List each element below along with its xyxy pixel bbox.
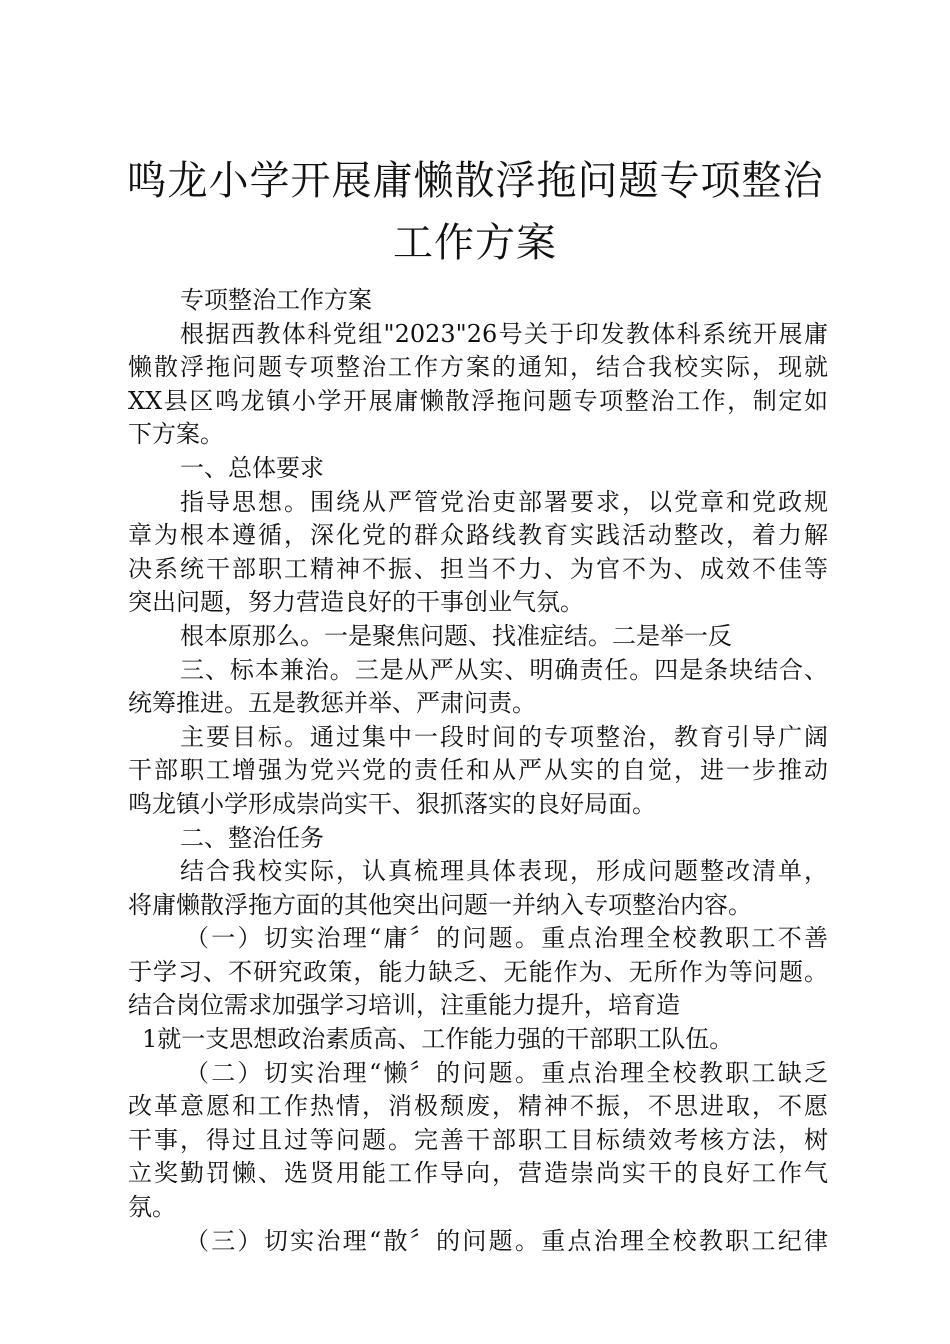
paragraph-line: 根本原那么。一是聚焦问题、找准症结。二是举一反 (180, 621, 732, 650)
paragraph-line: 根据西教体科党组"2023"26号关于印发教体科系统开展庸 (180, 319, 828, 348)
paragraph-line: 干事，得过且过等问题。完善干部职工目标绩效考核方法，树 (128, 1125, 828, 1154)
paragraph-line: 决系统干部职工精神不振、担当不力、为官不为、成效不佳等 (128, 554, 828, 583)
paragraph-line: 将庸懒散浮拖方面的其他突出问题一并纳入专项整治内容。 (128, 890, 752, 919)
paragraph-line: （二）切实治理“懒〞的问题。重点治理全校教职工缺乏 (185, 1058, 828, 1087)
paragraph-line: 结合岗位需求加强学习培训，注重能力提升，培育造 (128, 991, 680, 1020)
section-heading: 一、总体要求 (180, 453, 324, 482)
document-body (128, 284, 828, 1258)
paragraph-line: XX县区鸣龙镇小学开展庸懒散浮拖问题专项整治工作，制定如 (128, 386, 828, 415)
paragraph-line: 改革意愿和工作热情，消极颓废，精神不振，不思进取，不愿 (128, 1092, 828, 1121)
document-title: 鸣龙小学开展庸懒散浮拖问题专项整治工作方案 (126, 158, 824, 266)
paragraph-line: 懒散浮拖问题专项整治工作方案的通知，结合我校实际，现就 (128, 353, 828, 382)
paragraph-line: 氛。 (128, 1193, 176, 1222)
paragraph-line: 鸣龙镇小学形成崇尚实干、狠抓落实的良好局面。 (128, 789, 656, 818)
paragraph-line: （一）切实治理“庸〞的问题。重点治理全校教职工不善 (185, 924, 828, 953)
paragraph-line: 结合我校实际，认真梳理具体表现，形成问题整改清单， (180, 857, 828, 886)
paragraph-line: 立奖勤罚懒、选贤用能工作导向，营造崇尚实干的良好工作气 (128, 1159, 828, 1188)
paragraph-line: 下方案。 (128, 420, 224, 449)
paragraph-line: 统筹推进。五是教惩并举、严肃问责。 (128, 689, 536, 718)
paragraph-line: 干部职工增强为党兴党的责任和从严从实的自觉，进一步推动 (128, 756, 828, 785)
paragraph-line: 章为根本遵循，深化党的群众路线教育实践活动整改，着力解 (128, 521, 828, 550)
paragraph-line: 1就一支思想政治素质高、工作能力强的干部职工队伍。 (142, 1025, 734, 1054)
paragraph-line: 指导思想。围绕从严管党治吏部署要求，以党章和党政规 (180, 487, 828, 516)
section-heading: 二、整治任务 (180, 823, 324, 852)
paragraph-line: 主要目标。通过集中一段时间的专项整治，教育引导广阔 (180, 722, 828, 751)
paragraph-line: 突出问题，努力营造良好的干事创业气氛。 (128, 588, 584, 617)
paragraph-line: 三、标本兼治。三是从严从实、明确责任。四是条块结合、 (180, 655, 828, 684)
paragraph-line: 于学习、不研究政策，能力缺乏、无能作为、无所作为等问题。 (128, 957, 828, 986)
paragraph-line: （三）切实治理“散〞的问题。重点治理全校教职工纪律 (185, 1226, 828, 1255)
paragraph-line: 专项整治工作方案 (180, 286, 372, 314)
